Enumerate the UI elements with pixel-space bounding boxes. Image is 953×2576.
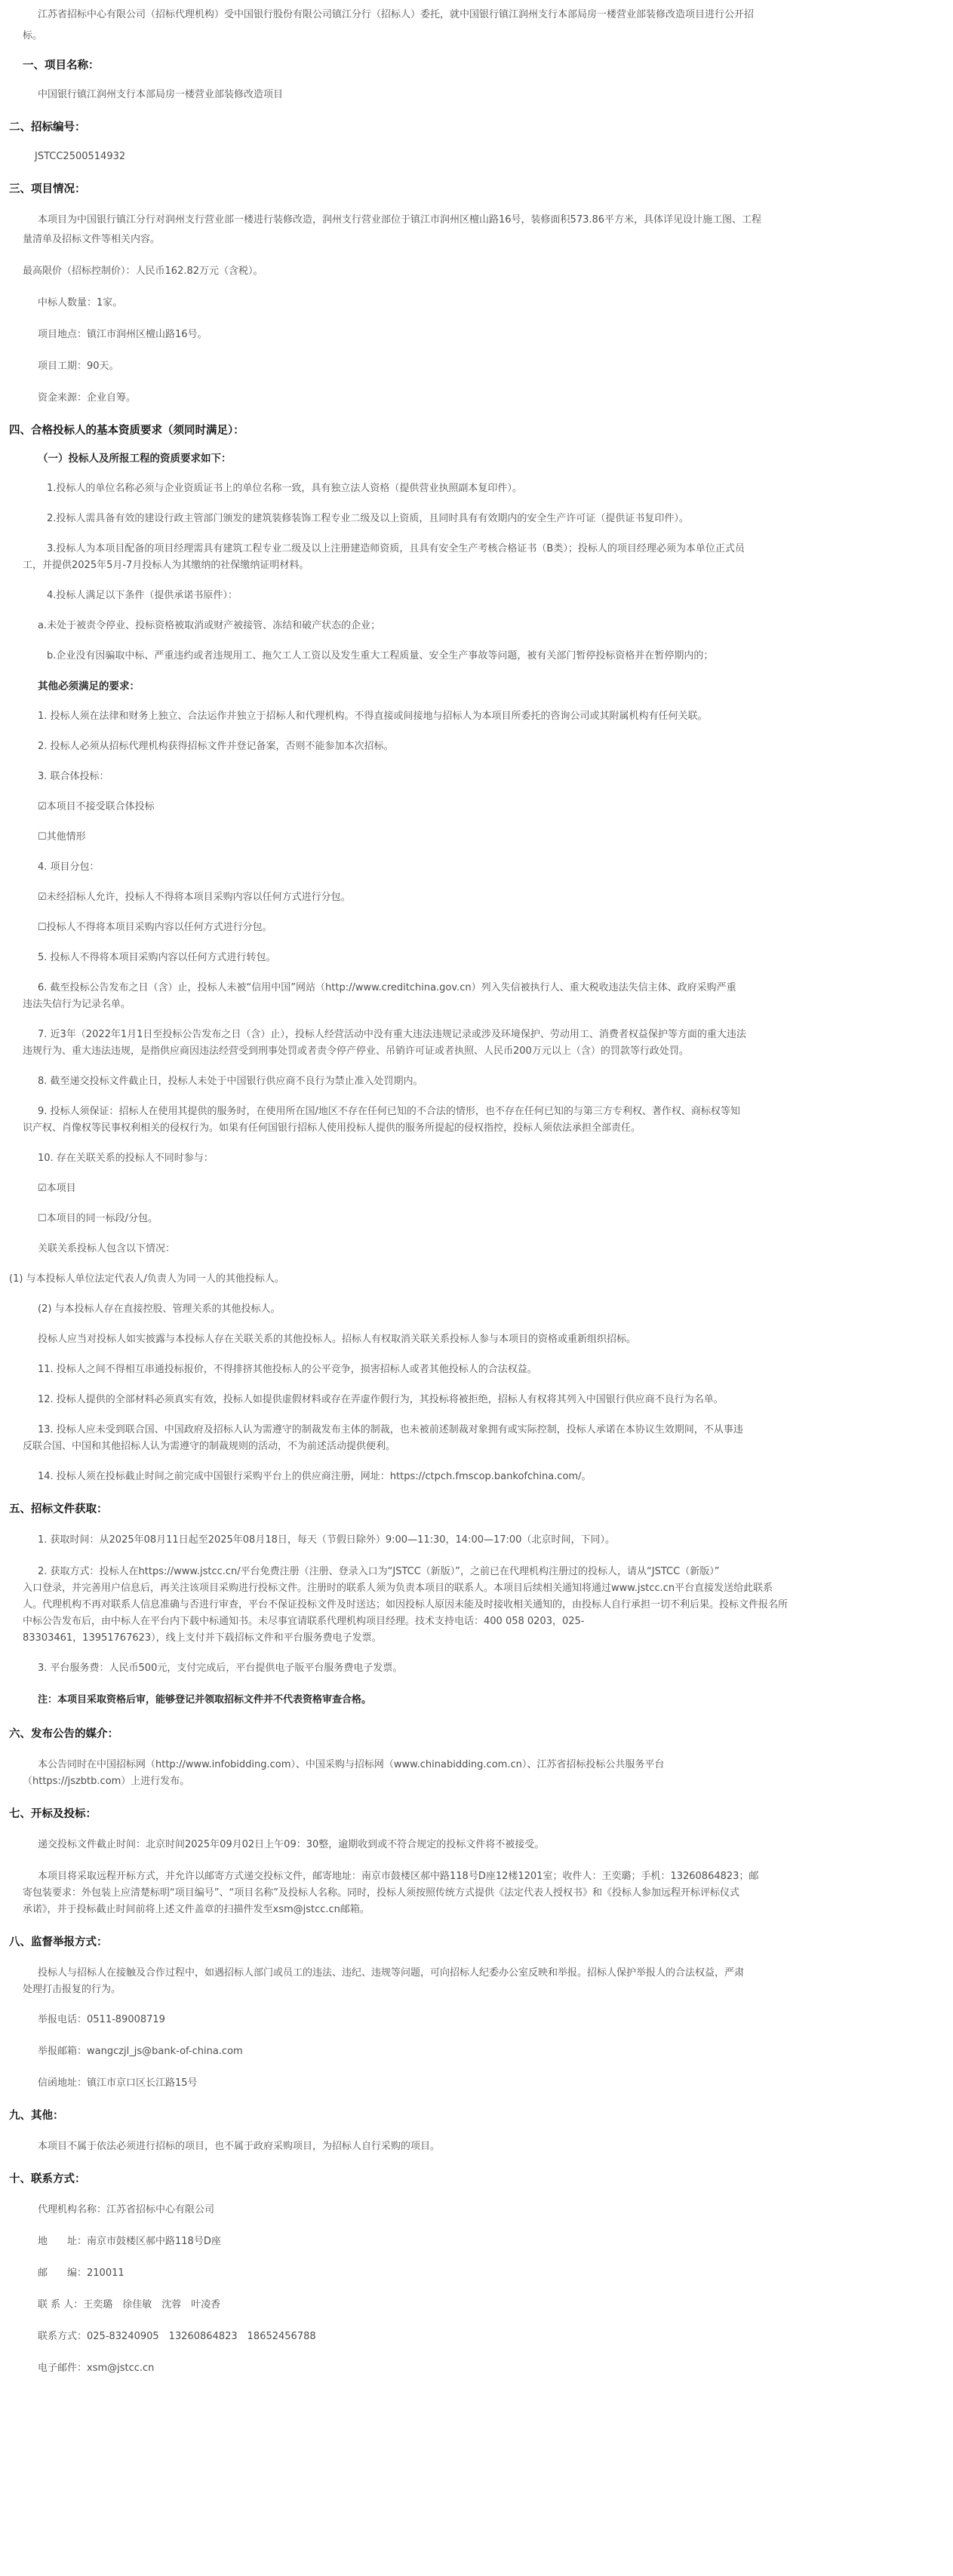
other-requirement-item: 违法失信行为记录名单。: [23, 999, 131, 1010]
other-requirement-item: 5. 投标人不得将本项目采购内容以任何方式进行转包。: [38, 952, 276, 963]
contact-email: 电子邮件：xsm@jstcc.cn: [38, 2363, 155, 2374]
winner-count: 中标人数量：1家。: [38, 297, 123, 309]
other-requirement-item: 14. 投标人须在投标截止时间之前完成中国银行采购平台上的供应商注册，网址：https://ctpch.fmscop.bankofchina.com/。: [38, 1471, 592, 1482]
other-requirement-item: 10. 存在关联关系的投标人不同时参与：: [38, 1153, 214, 1164]
requirement-item: 2.投标人需具备有效的建设行政主管部门颁发的建筑装修装饰工程专业二级及以上资质，且同时具有有效期内的安全生产许可证（提供证书复印件）。: [47, 513, 689, 524]
requirement-item: 工，并提供2025年5月-7月投标人为其缴纳的社保缴纳证明材料。: [23, 560, 309, 571]
section-heading-project-name: 一、项目名称：: [23, 60, 100, 72]
subheading-bidder-qualifications: （一）投标人及所报工程的资质要求如下：: [38, 453, 232, 465]
contact-phone: 联系方式：025-83240905 13260864823 18652456788: [38, 2331, 316, 2342]
tender-number-value: JSTCC2500514932: [35, 151, 126, 162]
subcontract-option-unchecked: ☐投标人不得将本项目采购内容以任何方式进行分包。: [38, 922, 272, 933]
contact-agency: 代理机构名称：江苏省招标中心有限公司: [38, 2204, 215, 2215]
requirement-subitem: b.企业没有因骗取中标、严重违约或者违规用工、拖欠工人工资以及发生重大工程质量、安全生产事故等问题，被有关部门暂停投标资格并在暂停期内的；: [47, 650, 714, 662]
project-location: 项目地点：镇江市润州区檀山路16号。: [38, 329, 208, 340]
other-requirement-item: 8. 截至递交投标文件截止日，投标人未处于中国银行供应商不良行为禁止准入处罚期内。: [38, 1076, 423, 1087]
contact-postcode: 邮 编：210011: [38, 2267, 125, 2279]
section-heading-contact: 十、联系方式：: [9, 2173, 86, 2185]
publication-media-line: （https://jszbtb.com）上进行发布。: [23, 1776, 190, 1787]
section-heading-supervision: 八、监督举报方式：: [9, 1936, 108, 1948]
subheading-other-requirements: 其他必须满足的要求：: [38, 680, 140, 692]
remote-opening-line: 寄包装要求：外包装上应清楚标明“项目编号”、“项目名称”及投标人名称。同时，投标人须按照传统方式提供《法定代表人授权书》和《投标人参加远程开标评标仪式: [23, 1887, 739, 1899]
other-requirement-item: 反联合国、中国和其他招标人认为需遵守的制裁规则的活动，不为前述活动提供便利。: [23, 1441, 396, 1452]
project-desc-line: 本项目为中国银行镇江分行对润州支行营业部一楼进行装修改造，润州支行营业部位于镇江市润州区檀山路16号，装修面积573.86平方米，具体详见设计施工图、工程: [38, 214, 762, 226]
requirement-item: 1.投标人的单位名称必须与企业资质证书上的单位名称一致，具有独立法人资格（提供营业执照副本复印件）。: [47, 483, 522, 494]
relation-case: (1) 与本投标人单位法定代表人/负责人为同一人的其他投标人。: [9, 1273, 284, 1285]
obtain-method-line: 入口登录，并完善用户信息后，再关注该项目采购进行投标文件。注册时的联系人须为负责本项目的联系人。本项目后续相关通知将通过www.jstcc.cn平台直接发送给此联系: [23, 1583, 773, 1594]
requirement-item: 3.投标人为本项目配备的项目经理需具有建筑工程专业二级及以上注册建造师资质，且具有安全生产考核合格证书（B类）；投标人的项目经理必须为本单位正式员: [47, 543, 745, 554]
other-requirement-item: 7. 近3年（2022年1月1日至投标公告发布之日（含）止），投标人经营活动中没有重大违法违规记录或涉及环境保护、劳动用工、消费者权益保护等方面的重大违法: [38, 1029, 746, 1040]
remote-opening-line: 承诺》，并于投标截止时间前将上述文件盖章的扫描件发至xsm@jstcc.cn邮箱。: [23, 1904, 370, 1915]
requirement-subitem: a.未处于被责令停业、投标资格被取消或财产被接管、冻结和破产状态的企业；: [38, 620, 381, 631]
relation-note: 关联关系投标人包含以下情况：: [38, 1243, 176, 1254]
submission-deadline: 递交投标文件截止时间：北京时间2025年09月02日上午09：30整，逾期收到或不符合规定的投标文件将不被接受。: [38, 1839, 545, 1850]
other-requirement-item: 13. 投标人应未受到联合国、中国政府及招标人认为需遵守的制裁发布主体的制裁，也未被前述制裁对象拥有或实际控制，投标人承诺在本协议生效期间，不从事违: [38, 1424, 743, 1435]
section-heading-obtain-documents: 五、招标文件获取：: [9, 1503, 108, 1515]
obtain-method-line: 中标公告发布后，由中标人在平台内下载中标通知书。未尽事宜请联系代理机构项目经理。技术支持电话：400 058 0203，025-: [23, 1616, 585, 1627]
other-requirement-item: 12. 投标人提供的全部材料必须真实有效，投标人如提供虚假材料或存在弄虚作假行为，其投标将被拒绝，招标人有权将其列入中国银行供应商不良行为名单。: [38, 1394, 724, 1405]
supervision-paragraph-line: 投标人与招标人在接触及合作过程中，如遇招标人部门或员工的违法、违纪、违规等问题，可向招标人纪委办公室反映和举报。招标人保护举报人的合法权益，严肃: [38, 1967, 745, 1979]
section-heading-qualifications: 四、合格投标人的基本资质要求（须同时满足）：: [9, 425, 244, 437]
supervision-paragraph-line: 处理打击报复的行为。: [23, 1984, 121, 1995]
section-heading-other: 九、其他：: [9, 2110, 64, 2122]
obtain-time: 1. 获取时间：从2025年08月11日起至2025年08月18日，每天（节假日除外）9:00—11:30，14:00—17:00（北京时间，下同）。: [38, 1534, 615, 1546]
relation-case: (2) 与本投标人存在直接控股、管理关系的其他投标人。: [38, 1303, 281, 1315]
section-heading-publication-media: 六、发布公告的媒介：: [9, 1728, 118, 1740]
relation-case: 投标人应当对投标人如实披露与本投标人存在关联关系的其他投标人。招标人有权取消关联关系投标人参与本项目的资格或重新组织招标。: [38, 1334, 637, 1345]
requirement-item: 4.投标人满足以下条件（提供承诺书原件）：: [47, 590, 238, 601]
report-email: 举报邮箱：wangczjl_js@bank-of-china.com: [38, 2046, 243, 2057]
relation-option-checked: ☑本项目: [38, 1183, 76, 1194]
other-paragraph: 本项目不属于依法必须进行招标的项目，也不属于政府采购项目，为招标人自行采购的项目。: [38, 2141, 441, 2152]
report-address: 信函地址：镇江市京口区长江路15号: [38, 2077, 198, 2089]
other-requirement-item: 识产权、肖像权等民事权利相关的侵权行为。如果有任何国银行招标人使用投标人提供的服务所提起的侵权指控，投标人须依法承担全部责任。: [23, 1122, 641, 1134]
consortium-option-checked: ☑本项目不接受联合体投标: [38, 801, 155, 812]
other-requirement-item: 9. 投标人须保证：招标人在使用其提供的服务时，在使用所在国/地区不存在任何已知的不合法的情形，也不存在任何已知的与第三方专利权、著作权、商标权等知: [38, 1106, 740, 1117]
other-requirement-item: 违规行为、重大违法违规，是指供应商因违法经营受到刑事处罚或者责令停产停业、吊销许可证或者执照、人民币200万元以上（含）的罚款等行政处罚。: [23, 1045, 689, 1057]
platform-fee: 3. 平台服务费：人民币500元，支付完成后，平台提供电子版平台服务费电子发票。: [38, 1663, 403, 1674]
contact-persons: 联 系 人：王奕璐 徐佳敏 沈蓉 叶凌香: [38, 2299, 221, 2310]
other-requirement-item: 3. 联合体投标：: [38, 771, 109, 782]
intro-paragraph-line: 标。: [23, 30, 43, 41]
other-requirement-item: 1. 投标人须在法律和财务上独立、合法运作并独立于招标人和代理机构。不得直接或间接地与招标人为本项目所委托的咨询公司或其附属机构有任何关联。: [38, 711, 708, 722]
max-price: 最高限价（招标控制价）：人民币162.82万元（含税）。: [23, 266, 263, 277]
obtain-method-line: 83303461，13951767623），线上支付并下载招标文件和平台服务费电子发票。: [23, 1632, 382, 1644]
funding-source: 资金来源：企业自筹。: [38, 392, 137, 404]
contact-address: 地 址：南京市鼓楼区郝中路118号D座: [38, 2236, 221, 2247]
remote-opening-line: 本项目将采取远程开标方式，并允许以邮寄方式递交投标文件，邮寄地址：南京市鼓楼区郝中路118号D座12楼1201室；收件人：王奕璐；手机：13260864823；邮: [38, 1871, 759, 1882]
other-requirement-item: 6. 截至投标公告发布之日（含）止，投标人未被“信用中国”网站（http://www.creditchina.gov.cn）列入失信被执行人、重大税收违法失信主体、政府采购严重: [38, 982, 736, 993]
other-requirement-item: 2. 投标人必须从招标代理机构获得招标文件并登记备案，否则不能参加本次招标。: [38, 741, 394, 752]
obtain-method-line: 2. 获取方式：投标人在https://www.jstcc.cn/平台免费注册（注册、登录入口为“JSTCC（新版）”，之前已在代理机构注册过的投标人，请从“JSTCC（新版）”: [38, 1566, 720, 1577]
other-requirement-item: 11. 投标人之间不得相互串通投标报价，不得排挤其他投标人的公平竞争，损害招标人或者其他投标人的合法权益。: [38, 1364, 537, 1375]
intro-paragraph-line: 江苏省招标中心有限公司（招标代理机构）受中国银行股份有限公司镇江分行（招标人）委托，就中国银行镇江润州支行本部局房一楼营业部装修改造项目进行公开招: [38, 9, 755, 20]
obtain-method-line: 人。代理机构不再对联系人信息准确与否进行审查，平台不保证投标文件及时送达；如因投标人原因未能及时接收相关通知的，由投标人自行承担一切不利后果。投标文件报名所: [23, 1599, 789, 1610]
qualification-note: 注：本项目采取资格后审，能够登记并领取招标文件并不代表资格审查合格。: [38, 1694, 372, 1706]
section-heading-project-info: 三、项目情况：: [9, 183, 86, 195]
project-desc-line: 量清单及招标文件等相关内容。: [23, 234, 161, 245]
subcontract-option-checked: ☑未经招标人允许，投标人不得将本项目采购内容以任何方式进行分包。: [38, 892, 351, 903]
consortium-option-unchecked: ☐其他情形: [38, 831, 86, 843]
section-heading-tender-number: 二、招标编号：: [9, 121, 86, 134]
publication-media-line: 本公告同时在中国招标网（http://www.infobidding.com）、中国采购与招标网（www.chinabidding.com.cn）、江苏省招标投标公共服务平台: [38, 1759, 665, 1770]
project-name-value: 中国银行镇江润州支行本部局房一楼营业部装修改造项目: [38, 89, 284, 100]
section-heading-bid-opening: 七、开标及投标：: [9, 1808, 97, 1820]
report-phone: 举报电话：0511-89008719: [38, 2014, 165, 2025]
other-requirement-item: 4. 项目分包：: [38, 861, 100, 873]
project-duration: 项目工期：90天。: [38, 361, 119, 372]
relation-option-unchecked: ☐本项目的同一标段/分包。: [38, 1213, 158, 1224]
